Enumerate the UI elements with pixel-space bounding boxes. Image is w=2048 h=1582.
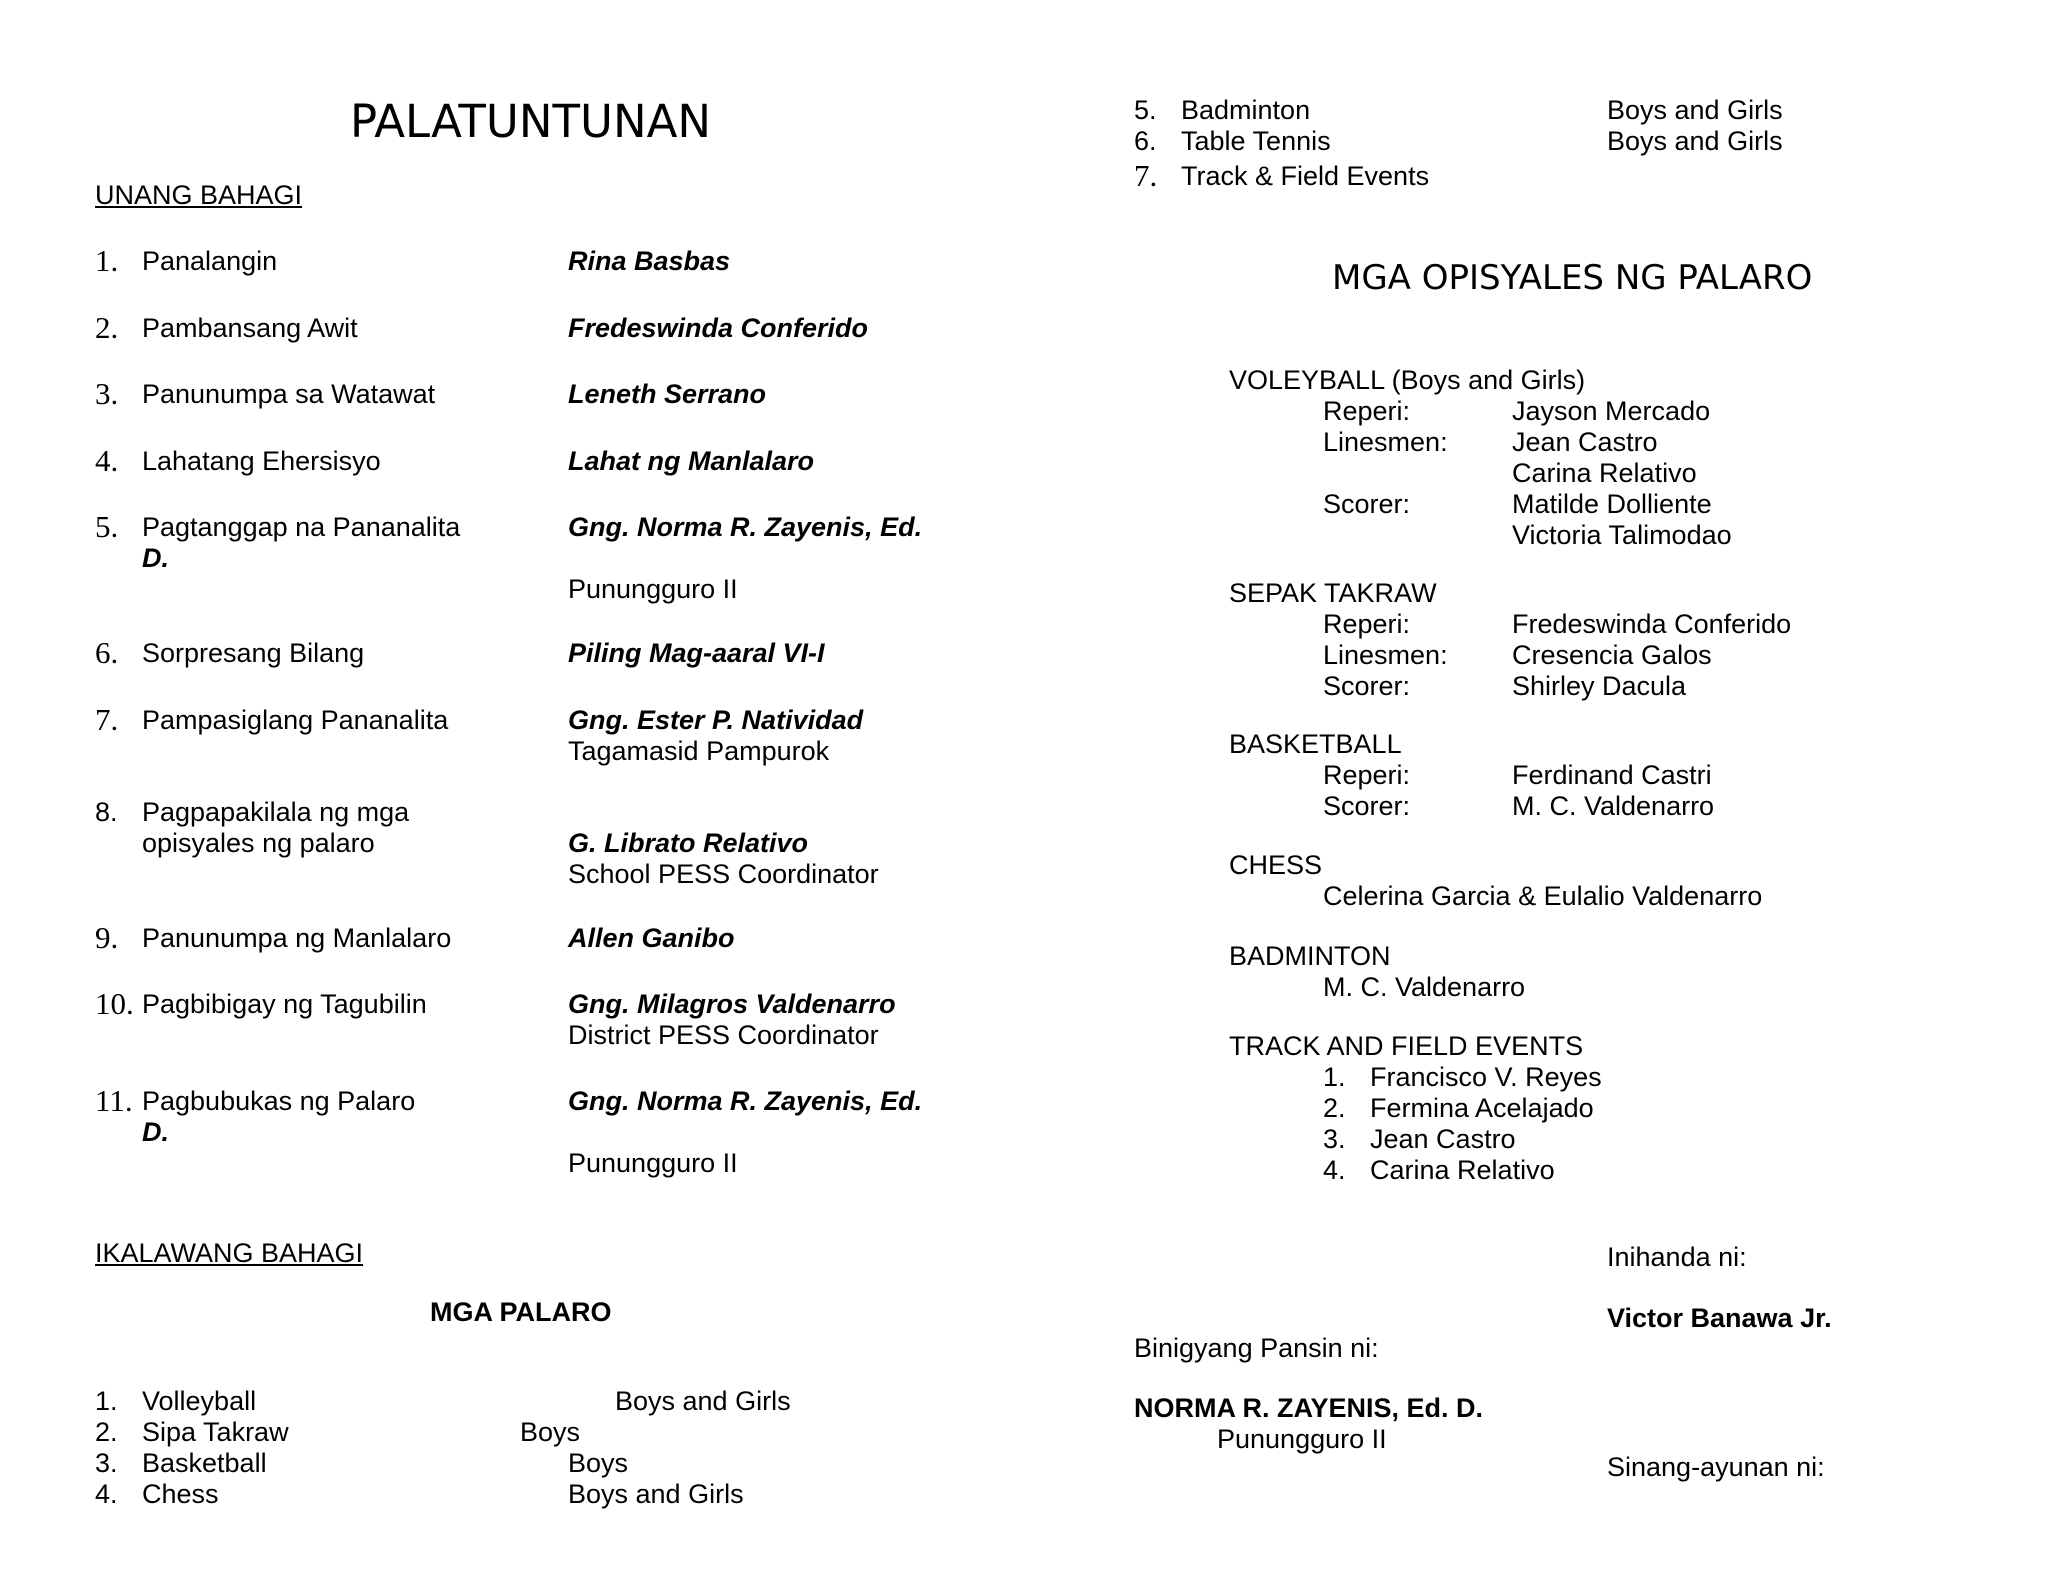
official-name: Ferdinand Castri: [1512, 760, 1712, 790]
game-number: 7.: [1134, 158, 1158, 193]
item-number: 10.: [95, 986, 134, 1021]
item-activity: Pagtanggap na Pananalita: [142, 512, 461, 542]
item-person: Lahat ng Manlalaro: [568, 446, 815, 476]
item-number: 2.: [95, 310, 119, 345]
game-number: 1.: [95, 1386, 118, 1416]
game-number: 6.: [1134, 126, 1157, 156]
item-role: School PESS Coordinator: [568, 859, 879, 889]
game-name: Table Tennis: [1181, 126, 1331, 156]
section-heading: TRACK AND FIELD EVENTS: [1229, 1031, 1584, 1061]
game-number: 4.: [95, 1479, 118, 1509]
official-name: Celerina Garcia & Eulalio Valdenarro: [1323, 881, 1763, 911]
role-label: Scorer:: [1323, 489, 1411, 519]
item-number: 7.: [95, 702, 119, 737]
official-name: Francisco V. Reyes: [1370, 1062, 1602, 1092]
item-person: Gng. Norma R. Zayenis, Ed.: [568, 1086, 923, 1116]
game-category: Boys and Girls: [568, 1479, 744, 1509]
game-name: Volleyball: [142, 1386, 257, 1416]
role-label: Scorer:: [1323, 791, 1411, 821]
item-role: District PESS Coordinator: [568, 1020, 879, 1050]
official-name: Jayson Mercado: [1512, 396, 1711, 426]
item-person: Fredeswinda Conferido: [568, 313, 869, 343]
item-person: Allen Ganibo: [568, 923, 735, 953]
game-category: Boys: [568, 1448, 629, 1478]
officials-title: MGA OPISYALES NG PALARO: [1332, 258, 1813, 298]
section-heading: VOLEYBALL (Boys and Girls): [1229, 365, 1586, 395]
official-name: Carina Relativo: [1370, 1155, 1555, 1185]
item-person: Gng. Norma R. Zayenis, Ed.: [568, 512, 923, 542]
game-name: Sipa Takraw: [142, 1417, 289, 1447]
game-name: Basketball: [142, 1448, 267, 1478]
noted-by-name: NORMA R. ZAYENIS, Ed. D.: [1134, 1393, 1484, 1423]
role-label: Reperi:: [1323, 609, 1411, 639]
noted-by-title: Punungguro II: [1217, 1424, 1387, 1454]
item-person: Leneth Serrano: [568, 379, 767, 409]
item-person: Rina Basbas: [568, 246, 731, 276]
item-role: Tagamasid Pampurok: [568, 736, 830, 766]
games-heading: MGA PALARO: [430, 1297, 612, 1327]
official-name: Jean Castro: [1512, 427, 1658, 457]
item-activity: Pambansang Awit: [142, 313, 358, 343]
item-person-continued: D.: [142, 1117, 169, 1147]
official-name: Matilde Dolliente: [1512, 489, 1712, 519]
game-number: 5.: [1134, 95, 1157, 125]
role-label: Reperi:: [1323, 760, 1411, 790]
role-label: Reperi:: [1323, 396, 1411, 426]
item-number: 1.: [95, 243, 119, 278]
game-name: Badminton: [1181, 95, 1311, 125]
official-name: Fermina Acelajado: [1370, 1093, 1594, 1123]
approved-by-label: Sinang-ayunan ni:: [1607, 1452, 1825, 1482]
official-name: Victoria Talimodao: [1512, 520, 1732, 550]
section-heading: BADMINTON: [1229, 941, 1391, 971]
official-name: Jean Castro: [1370, 1124, 1516, 1154]
item-person: G. Librato Relativo: [568, 828, 809, 858]
game-category: Boys and Girls: [1607, 95, 1783, 125]
list-number: 3.: [1323, 1124, 1346, 1154]
section-heading: BASKETBALL: [1229, 729, 1402, 759]
prepared-by-label: Inihanda ni:: [1607, 1242, 1747, 1272]
item-person-continued: D.: [142, 543, 169, 573]
role-label: Linesmen:: [1323, 640, 1448, 670]
official-name: Cresencia Galos: [1512, 640, 1712, 670]
official-name: M. C. Valdenarro: [1512, 791, 1715, 821]
item-activity: Sorpresang Bilang: [142, 638, 365, 668]
item-activity: Panunumpa ng Manlalaro: [142, 923, 452, 953]
game-number: 3.: [95, 1448, 118, 1478]
section-heading: SEPAK TAKRAW: [1229, 578, 1437, 608]
game-number: 2.: [95, 1417, 118, 1447]
list-number: 2.: [1323, 1093, 1346, 1123]
part1-heading: UNANG BAHAGI: [95, 180, 303, 210]
official-name: Shirley Dacula: [1512, 671, 1687, 701]
game-category: Boys and Girls: [1607, 126, 1783, 156]
game-category: Boys: [520, 1417, 581, 1447]
official-name: Fredeswinda Conferido: [1512, 609, 1792, 639]
item-number: 8.: [95, 797, 118, 827]
item-activity: Lahatang Ehersisyo: [142, 446, 381, 476]
prepared-by-name: Victor Banawa Jr.: [1607, 1303, 1832, 1333]
item-number: 3.: [95, 376, 119, 411]
game-name: Chess: [142, 1479, 219, 1509]
item-number: 9.: [95, 920, 119, 955]
item-activity: Pagpapakilala ng mga: [142, 797, 410, 827]
part2-heading: IKALAWANG BAHAGI: [95, 1238, 364, 1268]
item-number: 4.: [95, 443, 119, 478]
official-name: M. C. Valdenarro: [1323, 972, 1526, 1002]
game-category: Boys and Girls: [615, 1386, 791, 1416]
item-person: Gng. Milagros Valdenarro: [568, 989, 896, 1019]
item-activity: Pagbibigay ng Tagubilin: [142, 989, 427, 1019]
program-title: PALATUNTUNAN: [350, 95, 712, 148]
item-role: Punungguro II: [568, 1148, 738, 1178]
item-activity-continued: opisyales ng palaro: [142, 828, 375, 858]
item-activity: Panunumpa sa Watawat: [142, 379, 436, 409]
section-heading: CHESS: [1229, 850, 1323, 880]
item-role: Punungguro II: [568, 574, 738, 604]
list-number: 1.: [1323, 1062, 1346, 1092]
noted-by-label: Binigyang Pansin ni:: [1134, 1333, 1379, 1363]
item-activity: Pampasiglang Pananalita: [142, 705, 449, 735]
list-number: 4.: [1323, 1155, 1346, 1185]
item-person: Piling Mag-aaral VI-I: [568, 638, 825, 668]
item-activity: Panalangin: [142, 246, 278, 276]
item-number: 6.: [95, 635, 119, 670]
official-name: Carina Relativo: [1512, 458, 1697, 488]
role-label: Linesmen:: [1323, 427, 1448, 457]
role-label: Scorer:: [1323, 671, 1411, 701]
item-activity: Pagbubukas ng Palaro: [142, 1086, 416, 1116]
item-person: Gng. Ester P. Natividad: [568, 705, 864, 735]
item-number: 11.: [95, 1083, 133, 1118]
item-number: 5.: [95, 509, 119, 544]
game-name: Track & Field Events: [1181, 161, 1430, 191]
